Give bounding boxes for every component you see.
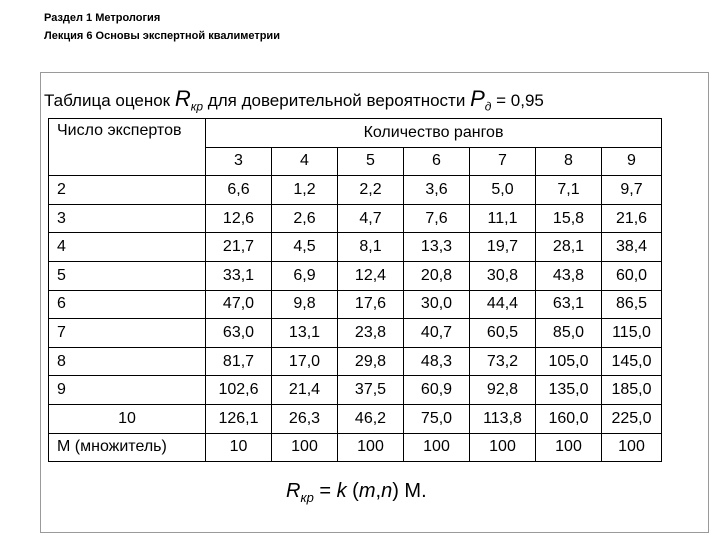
rank-column-header: 6 bbox=[404, 147, 470, 176]
value-cell: 85,0 bbox=[536, 319, 602, 348]
formula-k: k bbox=[336, 480, 347, 502]
value-cell: 13,3 bbox=[404, 233, 470, 262]
section-title: Раздел 1 Метрология bbox=[44, 12, 161, 24]
rank-column-header: 5 bbox=[338, 147, 404, 176]
experts-count-cell: 2 bbox=[49, 176, 206, 205]
experts-count-cell: 10 bbox=[49, 404, 206, 433]
value-cell: 43,8 bbox=[536, 261, 602, 290]
rank-column-header: 4 bbox=[272, 147, 338, 176]
table-row bbox=[49, 261, 662, 290]
value-cell: 48,3 bbox=[404, 347, 470, 376]
rank-column-header: 8 bbox=[536, 147, 602, 176]
formula-n: n bbox=[381, 480, 393, 502]
value-cell: 13,1 bbox=[272, 319, 338, 348]
value-cell: 100 bbox=[470, 433, 536, 462]
value-cell: 1,2 bbox=[272, 176, 338, 205]
experts-count-cell: 4 bbox=[49, 233, 206, 262]
value-cell: 21,4 bbox=[272, 376, 338, 405]
value-cell: 2,6 bbox=[272, 204, 338, 233]
value-cell: 115,0 bbox=[602, 319, 662, 348]
value-cell: 5,0 bbox=[470, 176, 536, 205]
value-cell: 12,4 bbox=[338, 261, 404, 290]
value-cell: 185,0 bbox=[602, 376, 662, 405]
value-cell: 17,0 bbox=[272, 347, 338, 376]
caption-r-subscript: кр bbox=[190, 99, 204, 114]
value-cell: 9,7 bbox=[602, 176, 662, 205]
value-cell: 145,0 bbox=[602, 347, 662, 376]
value-cell: 15,8 bbox=[536, 204, 602, 233]
formula-r-subscript: кр bbox=[300, 490, 314, 505]
value-cell: 75,0 bbox=[404, 404, 470, 433]
table-row bbox=[49, 204, 662, 233]
table-row bbox=[49, 376, 662, 405]
value-cell: 113,8 bbox=[470, 404, 536, 433]
value-cell: 2,2 bbox=[338, 176, 404, 205]
value-cell: 26,3 bbox=[272, 404, 338, 433]
value-cell: 100 bbox=[272, 433, 338, 462]
experts-count-cell: М (множитель) bbox=[49, 433, 206, 462]
rank-column-header: 7 bbox=[470, 147, 536, 176]
value-cell: 160,0 bbox=[536, 404, 602, 433]
critical-values-table bbox=[48, 118, 662, 462]
value-cell: 63,1 bbox=[536, 290, 602, 319]
caption-prefix: Таблица оценок bbox=[44, 91, 175, 110]
table-row bbox=[49, 347, 662, 376]
value-cell: 30,0 bbox=[404, 290, 470, 319]
value-cell: 4,7 bbox=[338, 204, 404, 233]
value-cell: 10 bbox=[206, 433, 272, 462]
caption-p-symbol: P bbox=[470, 86, 485, 111]
value-cell: 100 bbox=[338, 433, 404, 462]
value-cell: 19,7 bbox=[470, 233, 536, 262]
value-cell: 100 bbox=[536, 433, 602, 462]
value-cell: 6,9 bbox=[272, 261, 338, 290]
value-cell: 100 bbox=[404, 433, 470, 462]
value-cell: 44,4 bbox=[470, 290, 536, 319]
value-cell: 20,8 bbox=[404, 261, 470, 290]
experts-count-cell: 8 bbox=[49, 347, 206, 376]
experts-count-cell: 5 bbox=[49, 261, 206, 290]
value-cell: 46,2 bbox=[338, 404, 404, 433]
value-cell: 6,6 bbox=[206, 176, 272, 205]
value-cell: 28,1 bbox=[536, 233, 602, 262]
value-cell: 33,1 bbox=[206, 261, 272, 290]
value-cell: 30,8 bbox=[470, 261, 536, 290]
ranks-header: Количество рангов bbox=[206, 119, 662, 148]
value-cell: 60,9 bbox=[404, 376, 470, 405]
value-cell: 7,1 bbox=[536, 176, 602, 205]
formula-r-symbol: R bbox=[286, 480, 301, 502]
value-cell: 100 bbox=[602, 433, 662, 462]
lecture-title: Лекция 6 Основы экспертной квалиметрии bbox=[44, 30, 280, 42]
value-cell: 81,7 bbox=[206, 347, 272, 376]
caption-p-subscript: д bbox=[484, 99, 492, 114]
value-cell: 60,0 bbox=[602, 261, 662, 290]
table-row bbox=[49, 233, 662, 262]
value-cell: 86,5 bbox=[602, 290, 662, 319]
value-cell: 8,1 bbox=[338, 233, 404, 262]
value-cell: 40,7 bbox=[404, 319, 470, 348]
value-cell: 3,6 bbox=[404, 176, 470, 205]
value-cell: 11,1 bbox=[470, 204, 536, 233]
experts-header: Число экспертов bbox=[49, 119, 206, 176]
table-row bbox=[49, 290, 662, 319]
value-cell: 92,8 bbox=[470, 376, 536, 405]
value-cell: 105,0 bbox=[536, 347, 602, 376]
table-row bbox=[49, 176, 662, 205]
value-cell: 135,0 bbox=[536, 376, 602, 405]
experts-count-cell: 9 bbox=[49, 376, 206, 405]
value-cell: 63,0 bbox=[206, 319, 272, 348]
value-cell: 38,4 bbox=[602, 233, 662, 262]
table-row bbox=[49, 319, 662, 348]
formula: $R_{кр} = k$ (m,n) M. bbox=[286, 480, 427, 505]
table-row bbox=[49, 433, 662, 462]
experts-count-cell: 6 bbox=[49, 290, 206, 319]
value-cell: 60,5 bbox=[470, 319, 536, 348]
caption-r-symbol: R bbox=[174, 86, 191, 111]
table-row bbox=[49, 404, 662, 433]
header-row bbox=[49, 119, 662, 148]
value-cell: 21,7 bbox=[206, 233, 272, 262]
experts-count-cell: 7 bbox=[49, 319, 206, 348]
value-cell: 29,8 bbox=[338, 347, 404, 376]
caption-middle: для доверительной вероятности bbox=[203, 91, 471, 110]
value-cell: 23,8 bbox=[338, 319, 404, 348]
value-cell: 7,6 bbox=[404, 204, 470, 233]
value-cell: 12,6 bbox=[206, 204, 272, 233]
value-cell: 225,0 bbox=[602, 404, 662, 433]
value-cell: 37,5 bbox=[338, 376, 404, 405]
value-cell: 47,0 bbox=[206, 290, 272, 319]
experts-count-cell: 3 bbox=[49, 204, 206, 233]
value-cell: 21,6 bbox=[602, 204, 662, 233]
caption-suffix: = 0,95 bbox=[491, 91, 544, 110]
value-cell: 4,5 bbox=[272, 233, 338, 262]
table-caption bbox=[44, 86, 544, 113]
value-cell: 17,6 bbox=[338, 290, 404, 319]
value-cell: 9,8 bbox=[272, 290, 338, 319]
value-cell: 126,1 bbox=[206, 404, 272, 433]
value-cell: 73,2 bbox=[470, 347, 536, 376]
formula-m: m bbox=[358, 480, 376, 502]
rank-column-header: 3 bbox=[206, 147, 272, 176]
value-cell: 102,6 bbox=[206, 376, 272, 405]
rank-column-header: 9 bbox=[602, 147, 662, 176]
